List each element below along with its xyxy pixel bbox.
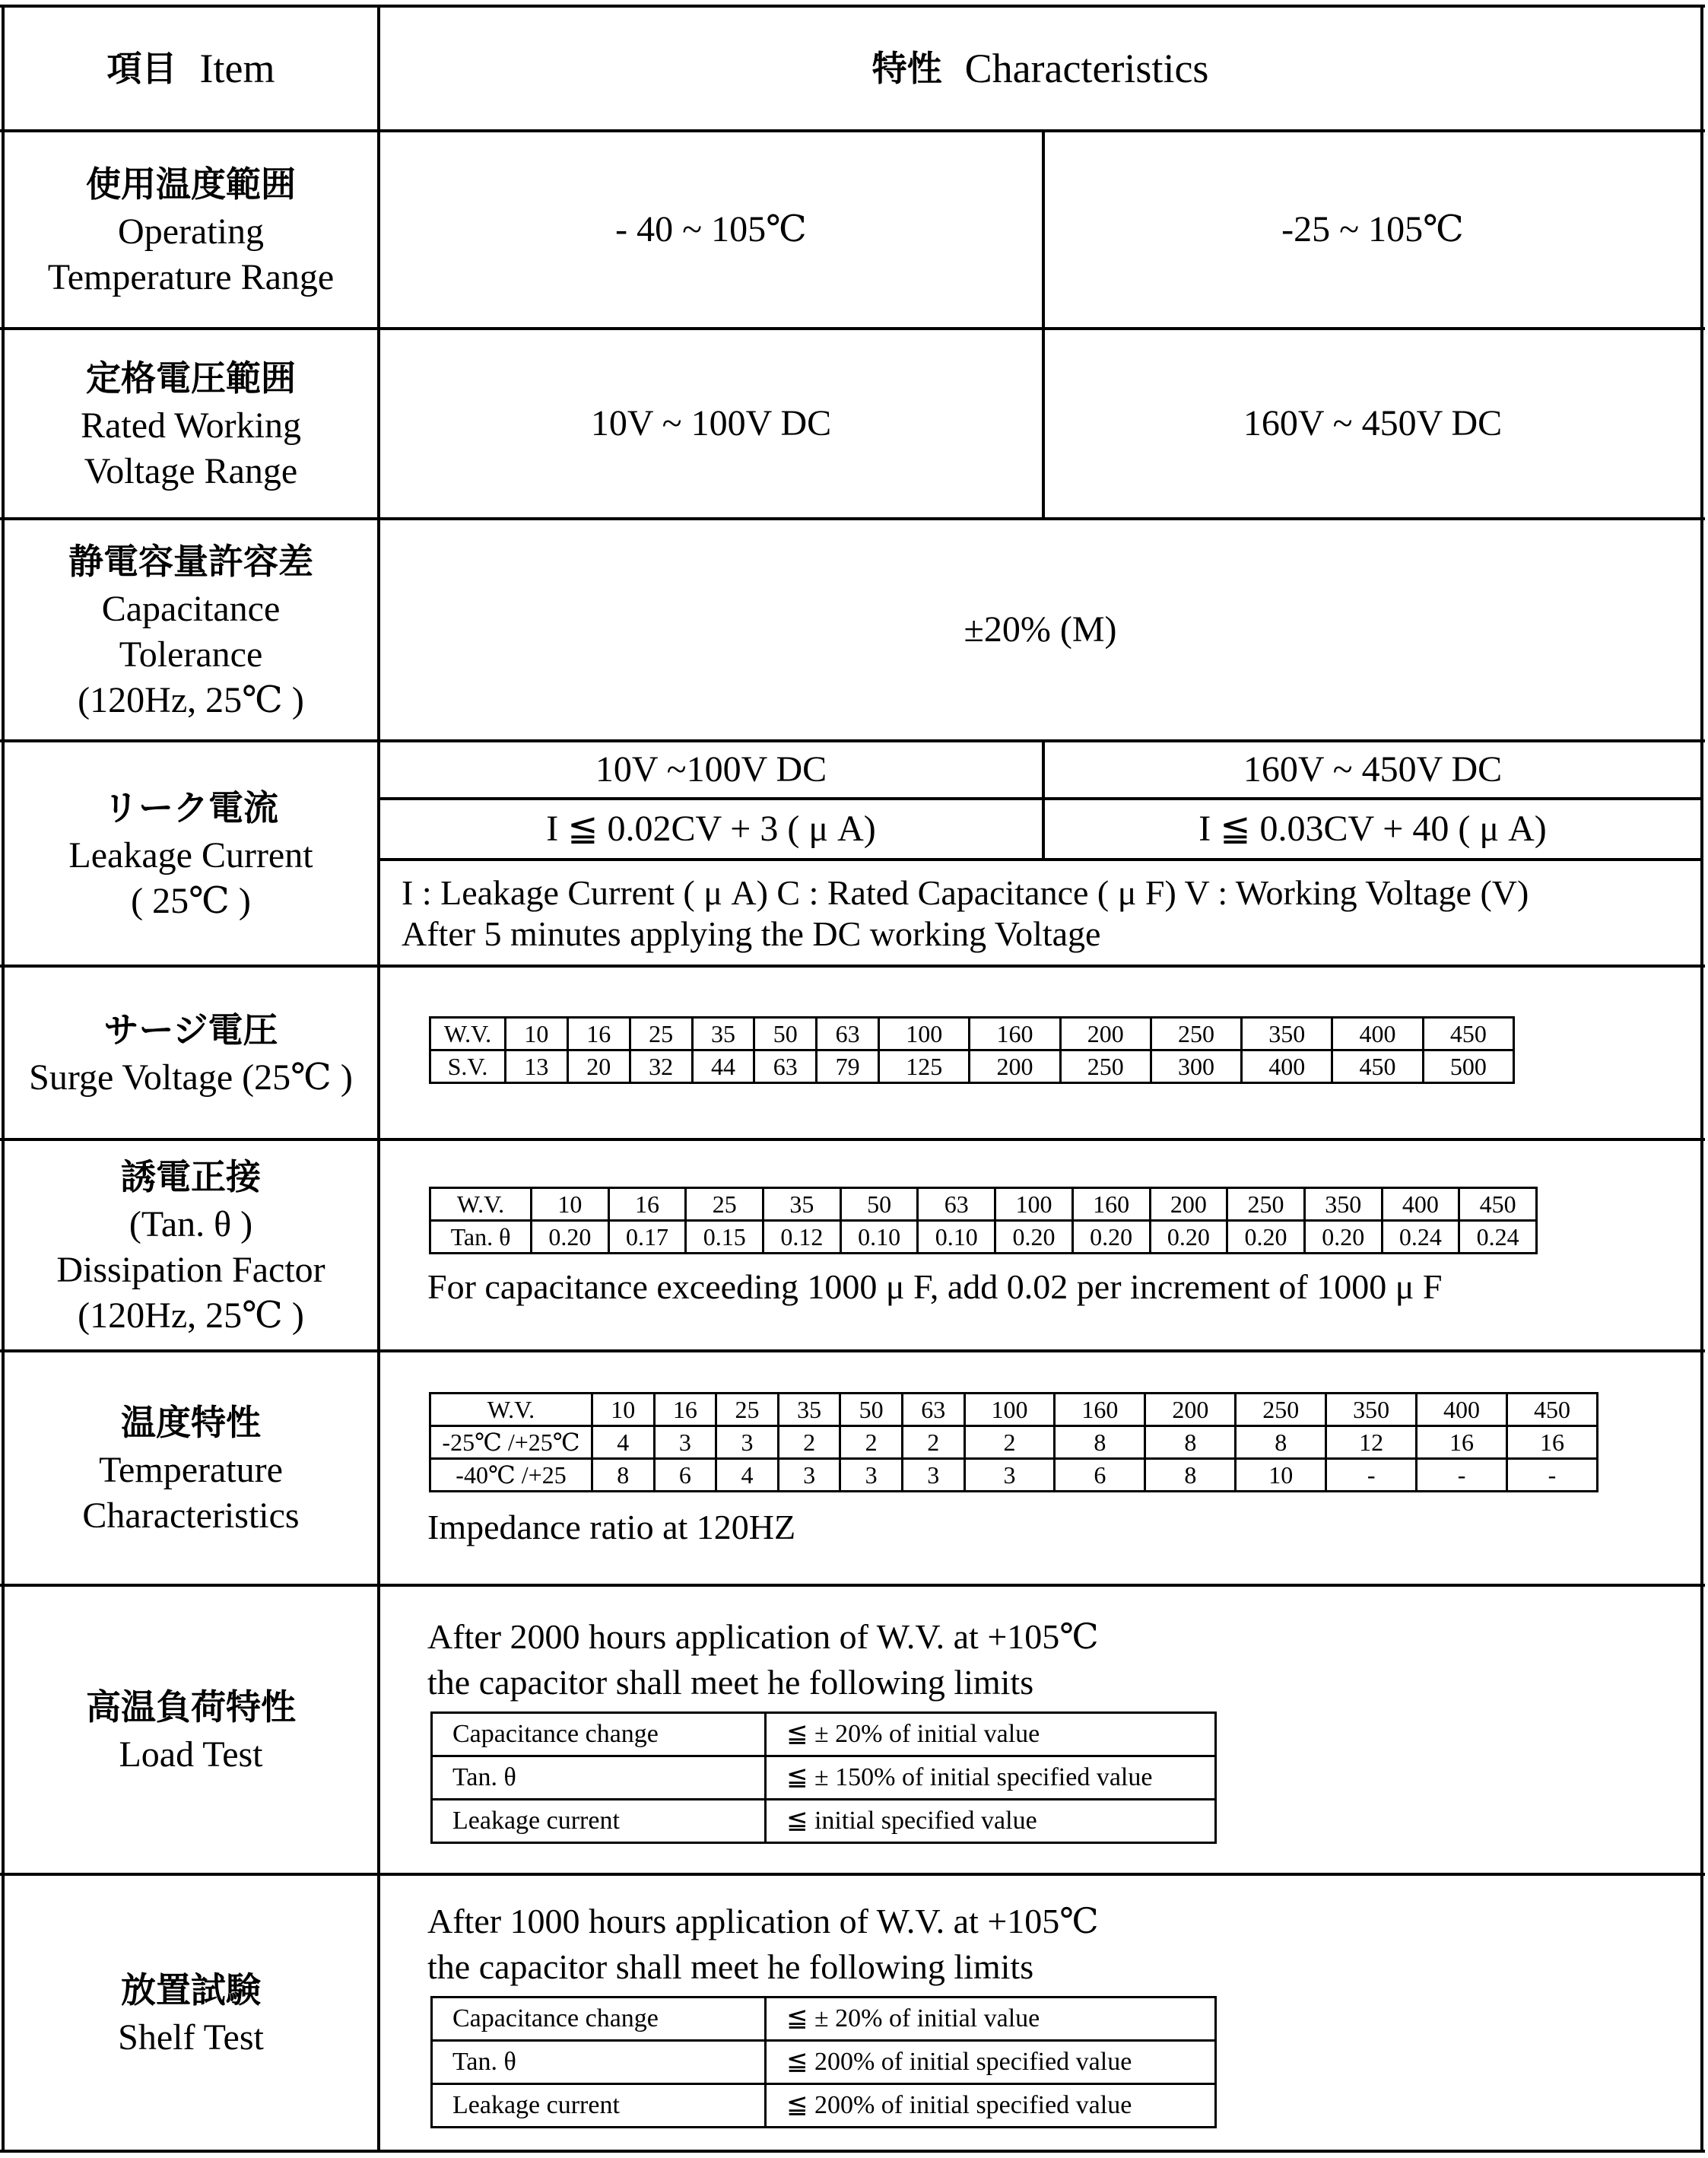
header-item-cell (5, 8, 377, 129)
table-cell: 0.24 (1459, 1221, 1537, 1254)
row-header-cell: -25℃ /+25℃ (430, 1426, 592, 1459)
load-test-label (5, 1587, 377, 1873)
table-cell: 160 (970, 1018, 1060, 1050)
table-cell: 4 (592, 1426, 655, 1459)
row-header-cell: S.V. (430, 1050, 506, 1083)
table-cell: 450 (1423, 1018, 1513, 1050)
label-jp: 放置試験 (121, 1969, 261, 2010)
label-en: Shelf Test (118, 2017, 264, 2058)
table-row (432, 2084, 1216, 2128)
table-cell: 10 (592, 1394, 655, 1426)
table-cell: 0.20 (1304, 1221, 1382, 1254)
label-jp: 定格電圧範囲 (86, 358, 296, 399)
label-en: Dissipation Factor (56, 1250, 325, 1290)
table-cell: 8 (1055, 1426, 1145, 1459)
table-cell: 2 (840, 1426, 903, 1459)
table-cell: 8 (1145, 1459, 1236, 1492)
table-cell: 25 (630, 1018, 692, 1050)
table-row (430, 1221, 1537, 1254)
row-header-cell: Tan. θ (430, 1221, 532, 1254)
table-cell: 16 (654, 1394, 716, 1426)
table-cell: 500 (1423, 1050, 1513, 1083)
table-cell: 10 (532, 1188, 609, 1221)
table-cell: 0.12 (764, 1221, 841, 1254)
table-cell: 200 (1150, 1188, 1227, 1221)
table-cell: 160 (1055, 1394, 1145, 1426)
table-cell: 10 (506, 1018, 568, 1050)
shelf-test-intro-1: After 1000 hours application of W.V. at +105℃ (427, 1902, 1099, 1940)
row-header-cell: W.V. (430, 1188, 532, 1221)
table-cell: 6 (654, 1459, 716, 1492)
shelf-test-label (5, 1876, 377, 2150)
table-cell: 3 (902, 1459, 964, 1492)
table-cell: 125 (879, 1050, 970, 1083)
table-cell: 8 (1236, 1426, 1326, 1459)
label-jp: 静電容量許容差 (68, 541, 313, 582)
header-item-jp: 項目 (106, 48, 177, 89)
table-cell: 25 (716, 1394, 779, 1426)
header-characteristics-cell (380, 8, 1700, 129)
table-row (432, 1756, 1216, 1800)
leakage-note-2: After 5 minutes applying the DC working Voltage (402, 914, 1101, 953)
table-cell: 3 (964, 1459, 1055, 1492)
label-jp: 使用温度範囲 (86, 164, 296, 205)
limit-value-cell: ≦ initial specified value (766, 1800, 1216, 1843)
table-cell: 100 (964, 1394, 1055, 1426)
table-row (432, 1800, 1216, 1843)
label-jp: リーク電流 (103, 787, 278, 828)
table-cell: 450 (1459, 1188, 1537, 1221)
table-cell: - (1417, 1459, 1507, 1492)
table-cell: 0.10 (918, 1221, 995, 1254)
rated-voltage-label (5, 330, 377, 517)
limit-item-cell: Leakage current (432, 1800, 766, 1843)
table-cell: 450 (1507, 1394, 1598, 1426)
table-cell: - (1326, 1459, 1417, 1492)
label-en: Load Test (119, 1734, 263, 1775)
label-jp: 高温負荷特性 (86, 1686, 296, 1727)
label-jp: 誘電正接 (121, 1156, 261, 1197)
table-cell: 0.20 (1150, 1221, 1227, 1254)
limit-value-cell: ≦ 200% of initial specified value (766, 2041, 1216, 2084)
header-item-en: Item (199, 46, 275, 91)
limit-item-cell: Leakage current (432, 2084, 766, 2128)
table-cell: 0.20 (995, 1221, 1073, 1254)
label-en: (Tan. θ ) (129, 1204, 253, 1244)
table-row (432, 2041, 1216, 2084)
row-header-cell: W.V. (430, 1018, 506, 1050)
table-cell: 160 (1072, 1188, 1150, 1221)
label-en: Leakage Current (68, 835, 313, 876)
table-cell: 0.15 (686, 1221, 764, 1254)
table-cell: 8 (1145, 1426, 1236, 1459)
label-en: Temperature Range (47, 257, 335, 297)
table-cell: 0.10 (840, 1221, 918, 1254)
table-row (432, 1713, 1216, 1756)
table-cell: 0.20 (1072, 1221, 1150, 1254)
leakage-formula-low: I ≦ 0.02CV + 3 ( μ A) (546, 809, 876, 849)
rated-voltage-low: 10V ~ 100V DC (590, 403, 832, 443)
table-cell: 0.20 (1227, 1221, 1305, 1254)
leakage-range-low: 10V ~100V DC (595, 749, 827, 790)
header-char-en: Characteristics (964, 46, 1209, 91)
surge-voltage-label (5, 968, 377, 1138)
temperature-characteristics-table (429, 1392, 1598, 1492)
leakage-formula-high: I ≦ 0.03CV + 40 ( μ A) (1198, 809, 1547, 849)
temperature-characteristics-label (5, 1352, 377, 1584)
leakage-note-1: I : Leakage Current ( μ A) C : Rated Capacitance ( μ F) V : Working Voltage (V) (402, 873, 1529, 912)
table-cell: 2 (964, 1426, 1055, 1459)
operating-temperature-high: -25 ~ 105℃ (1281, 209, 1464, 249)
operating-temperature-label (5, 132, 377, 327)
label-en: Voltage Range (84, 451, 298, 491)
table-cell: 200 (1060, 1018, 1151, 1050)
label-en: Tolerance (119, 634, 263, 675)
table-cell: 79 (817, 1050, 879, 1083)
table-cell: 6 (1055, 1459, 1145, 1492)
table-cell: 250 (1151, 1018, 1241, 1050)
capacitance-tolerance-label (5, 520, 377, 739)
table-cell: 16 (1507, 1426, 1598, 1459)
limit-value-cell: ≦ ± 150% of initial specified value (766, 1756, 1216, 1800)
label-en: ( 25℃ ) (131, 881, 251, 921)
header-char-jp: 特性 (871, 48, 942, 89)
operating-temperature-low: - 40 ~ 105℃ (615, 209, 807, 249)
table-row (430, 1188, 1537, 1221)
table-cell: 0.20 (532, 1221, 609, 1254)
table-cell: 250 (1236, 1394, 1326, 1426)
label-en: Operating (118, 211, 264, 252)
table-cell: 300 (1151, 1050, 1241, 1083)
dissipation-note: For capacitance exceeding 1000 μ F, add 0.02 per increment of 1000 μ F (427, 1267, 1443, 1306)
table-row (432, 1998, 1216, 2041)
table-cell: 400 (1417, 1394, 1507, 1426)
leakage-current-label (5, 742, 377, 965)
table-cell: 16 (608, 1188, 686, 1221)
table-cell: 350 (1304, 1188, 1382, 1221)
temperature-note: Impedance ratio at 120HZ (427, 1508, 796, 1546)
table-cell: 35 (778, 1394, 840, 1426)
table-cell: 10 (1236, 1459, 1326, 1492)
table-cell: 0.17 (608, 1221, 686, 1254)
table-cell: 63 (918, 1188, 995, 1221)
table-cell: 4 (716, 1459, 779, 1492)
limit-item-cell: Tan. θ (432, 1756, 766, 1800)
label-en: Surge Voltage (25℃ ) (29, 1057, 353, 1098)
label-jp: 温度特性 (121, 1402, 261, 1443)
limit-value-cell: ≦ ± 20% of initial value (766, 1713, 1216, 1756)
table-cell: 32 (630, 1050, 692, 1083)
table-cell: 13 (506, 1050, 568, 1083)
label-en: Characteristics (82, 1495, 300, 1536)
table-cell: 0.24 (1382, 1221, 1459, 1254)
table-cell: 50 (840, 1394, 903, 1426)
load-test-intro-2: the capacitor shall meet he following limits (427, 1663, 1034, 1702)
table-cell: 35 (764, 1188, 841, 1221)
limit-item-cell: Tan. θ (432, 2041, 766, 2084)
table-cell: 63 (754, 1050, 817, 1083)
table-cell: 3 (778, 1459, 840, 1492)
table-cell: 12 (1326, 1426, 1417, 1459)
table-cell: 2 (778, 1426, 840, 1459)
shelf-test-intro-2: the capacitor shall meet he following limits (427, 1947, 1034, 1986)
table-cell: 350 (1326, 1394, 1417, 1426)
table-cell: 100 (879, 1018, 970, 1050)
table-cell: 44 (692, 1050, 754, 1083)
table-cell: 63 (817, 1018, 879, 1050)
shelf-test-table (430, 1996, 1217, 2128)
table-cell: 2 (902, 1426, 964, 1459)
limit-value-cell: ≦ ± 20% of initial value (766, 1998, 1216, 2041)
table-cell: 8 (592, 1459, 655, 1492)
table-cell: 400 (1332, 1018, 1423, 1050)
table-cell: 16 (1417, 1426, 1507, 1459)
table-row (430, 1459, 1598, 1492)
label-en: Temperature (99, 1450, 283, 1490)
table-cell: 400 (1242, 1050, 1332, 1083)
label-en: (120Hz, 25℃ ) (78, 680, 304, 720)
table-cell: 250 (1227, 1188, 1305, 1221)
table-cell: 63 (902, 1394, 964, 1426)
label-en: Capacitance (101, 589, 281, 629)
row-header-cell: -40℃ /+25 (430, 1459, 592, 1492)
dissipation-factor-label (5, 1141, 377, 1349)
table-cell: 3 (840, 1459, 903, 1492)
row-header-cell: W.V. (430, 1394, 592, 1426)
table-row (430, 1018, 1514, 1050)
limit-value-cell: ≦ 200% of initial specified value (766, 2084, 1216, 2128)
load-test-table (430, 1711, 1217, 1844)
label-jp: サージ電圧 (103, 1009, 278, 1050)
grid-line (0, 2150, 1705, 2153)
leakage-range-high: 160V ~ 450V DC (1243, 749, 1503, 790)
table-row (430, 1050, 1514, 1083)
limit-item-cell: Capacitance change (432, 1998, 766, 2041)
label-en: (120Hz, 25℃ ) (78, 1295, 304, 1336)
table-cell: 20 (567, 1050, 630, 1083)
table-cell: 250 (1060, 1050, 1151, 1083)
label-en: Rated Working (81, 405, 301, 446)
table-cell: 3 (716, 1426, 779, 1459)
rated-voltage-high: 160V ~ 450V DC (1243, 403, 1503, 443)
dissipation-factor-table (429, 1187, 1538, 1254)
table-cell: 3 (654, 1426, 716, 1459)
table-cell: 200 (1145, 1394, 1236, 1426)
table-cell: 25 (686, 1188, 764, 1221)
table-cell: - (1507, 1459, 1598, 1492)
table-cell: 50 (754, 1018, 817, 1050)
capacitance-tolerance-value: ±20% (M) (964, 609, 1117, 650)
table-cell: 35 (692, 1018, 754, 1050)
table-row (430, 1394, 1598, 1426)
limit-item-cell: Capacitance change (432, 1713, 766, 1756)
grid-line (377, 858, 1703, 861)
table-cell: 16 (567, 1018, 630, 1050)
table-row (430, 1426, 1598, 1459)
table-cell: 50 (840, 1188, 918, 1221)
load-test-intro-1: After 2000 hours application of W.V. at +105℃ (427, 1617, 1099, 1656)
table-cell: 200 (970, 1050, 1060, 1083)
table-cell: 450 (1332, 1050, 1423, 1083)
surge-voltage-table (429, 1016, 1515, 1084)
table-cell: 350 (1242, 1018, 1332, 1050)
table-cell: 400 (1382, 1188, 1459, 1221)
table-cell: 100 (995, 1188, 1073, 1221)
